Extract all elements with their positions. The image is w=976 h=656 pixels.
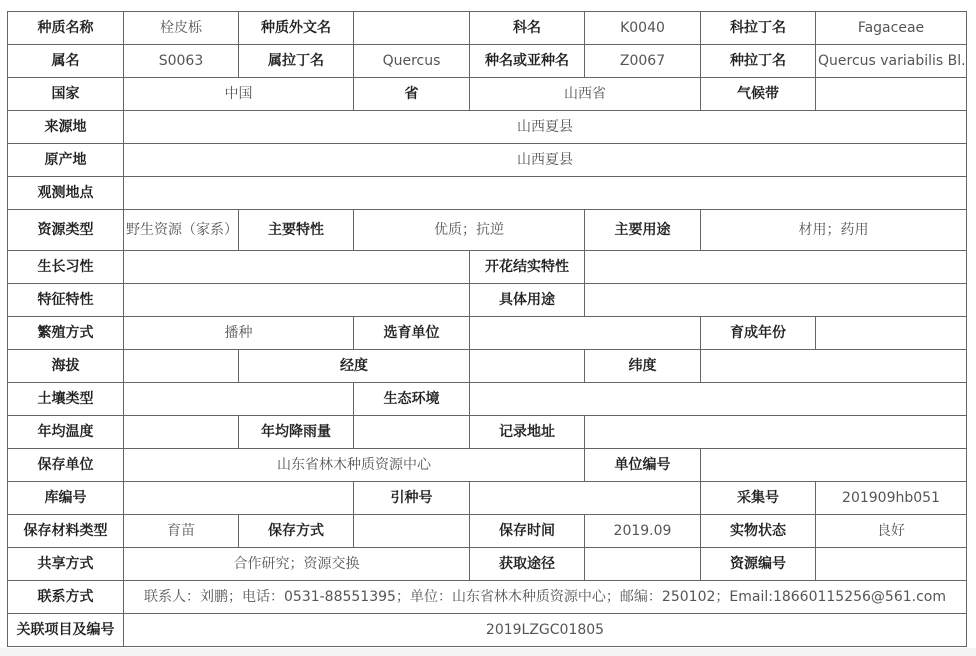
field-label: 采集号 xyxy=(701,482,816,515)
field-value xyxy=(354,416,470,449)
field-value xyxy=(585,251,967,284)
field-label: 种质名称 xyxy=(8,12,124,45)
field-value: K0040 xyxy=(585,12,701,45)
field-value xyxy=(470,482,701,515)
table-row xyxy=(8,12,967,45)
field-label: 属拉丁名 xyxy=(239,45,354,78)
table-row xyxy=(8,614,967,647)
field-value xyxy=(701,449,967,482)
field-value xyxy=(585,284,967,317)
table-row xyxy=(8,416,967,449)
field-label: 主要特性 xyxy=(239,210,354,251)
field-value: 山西省 xyxy=(470,78,701,111)
field-value: Quercus variabilis Bl. xyxy=(816,45,967,78)
field-label: 关联项目及编号 xyxy=(8,614,124,647)
table-row xyxy=(8,177,967,210)
field-value xyxy=(816,548,967,581)
field-label: 生长习性 xyxy=(8,251,124,284)
field-value: 联系人：刘鹏；电话：0531-88551395；单位：山东省林木种质资源中心；邮编：250102；Email:18660115256@561.com xyxy=(124,581,967,614)
table-row xyxy=(8,210,967,251)
field-value: Z0067 xyxy=(585,45,701,78)
field-value: Quercus xyxy=(354,45,470,78)
bottom-strip xyxy=(0,648,976,656)
field-label: 实物状态 xyxy=(701,515,816,548)
field-value xyxy=(354,515,470,548)
table-row xyxy=(8,449,967,482)
field-label: 海拔 xyxy=(8,350,124,383)
field-value xyxy=(470,317,701,350)
field-label: 来源地 xyxy=(8,111,124,144)
field-value xyxy=(354,12,470,45)
field-label: 科拉丁名 xyxy=(701,12,816,45)
table-row xyxy=(8,581,967,614)
field-label: 科名 xyxy=(470,12,585,45)
field-label: 引种号 xyxy=(354,482,470,515)
field-label: 保存材料类型 xyxy=(8,515,124,548)
field-value xyxy=(124,416,239,449)
field-value: 优质；抗逆 xyxy=(354,210,585,251)
field-value: 2019.09 xyxy=(585,515,701,548)
field-label: 保存方式 xyxy=(239,515,354,548)
field-value: 201909hb051 xyxy=(816,482,967,515)
table-row xyxy=(8,383,967,416)
field-value: 野生资源（家系） xyxy=(124,210,239,251)
field-value: 合作研究；资源交换 xyxy=(124,548,470,581)
field-label: 属名 xyxy=(8,45,124,78)
germplasm-info-table xyxy=(7,11,967,647)
field-label: 种拉丁名 xyxy=(701,45,816,78)
field-label: 共享方式 xyxy=(8,548,124,581)
field-label: 资源编号 xyxy=(701,548,816,581)
field-label: 经度 xyxy=(239,350,470,383)
table-row xyxy=(8,78,967,111)
table-row xyxy=(8,45,967,78)
field-label: 土壤类型 xyxy=(8,383,124,416)
field-value xyxy=(124,284,470,317)
field-label: 年均温度 xyxy=(8,416,124,449)
field-value xyxy=(124,251,470,284)
table-row xyxy=(8,515,967,548)
field-value xyxy=(124,350,239,383)
field-label: 记录地址 xyxy=(470,416,585,449)
field-value xyxy=(816,78,967,111)
field-label: 生态环境 xyxy=(354,383,470,416)
table-row xyxy=(8,284,967,317)
field-label: 原产地 xyxy=(8,144,124,177)
field-label: 种名或亚种名 xyxy=(470,45,585,78)
field-value xyxy=(701,350,967,383)
field-value: 山西夏县 xyxy=(124,111,967,144)
table-row xyxy=(8,317,967,350)
field-label: 开花结实特性 xyxy=(470,251,585,284)
field-label: 主要用途 xyxy=(585,210,701,251)
field-label: 具体用途 xyxy=(470,284,585,317)
field-value: 山东省林木种质资源中心 xyxy=(124,449,585,482)
field-label: 保存单位 xyxy=(8,449,124,482)
table-row xyxy=(8,144,967,177)
field-label: 省 xyxy=(354,78,470,111)
field-label: 年均降雨量 xyxy=(239,416,354,449)
field-label: 获取途径 xyxy=(470,548,585,581)
field-value: 栓皮栎 xyxy=(124,12,239,45)
field-label: 联系方式 xyxy=(8,581,124,614)
field-value: 中国 xyxy=(124,78,354,111)
table-row xyxy=(8,548,967,581)
table-row xyxy=(8,482,967,515)
field-value xyxy=(124,177,967,210)
field-label: 繁殖方式 xyxy=(8,317,124,350)
field-label: 资源类型 xyxy=(8,210,124,251)
table-row xyxy=(8,111,967,144)
field-label: 国家 xyxy=(8,78,124,111)
field-value xyxy=(470,350,585,383)
field-value: S0063 xyxy=(124,45,239,78)
field-value: 2019LZGC01805 xyxy=(124,614,967,647)
field-label: 特征特性 xyxy=(8,284,124,317)
field-value xyxy=(124,383,354,416)
field-value: Fagaceae xyxy=(816,12,967,45)
field-value xyxy=(470,383,967,416)
field-value: 育苗 xyxy=(124,515,239,548)
table-row xyxy=(8,251,967,284)
field-label: 保存时间 xyxy=(470,515,585,548)
field-value xyxy=(585,548,701,581)
field-value xyxy=(124,482,354,515)
field-label: 育成年份 xyxy=(701,317,816,350)
field-label: 单位编号 xyxy=(585,449,701,482)
field-label: 观测地点 xyxy=(8,177,124,210)
field-label: 库编号 xyxy=(8,482,124,515)
field-value: 播种 xyxy=(124,317,354,350)
field-label: 纬度 xyxy=(585,350,701,383)
field-value: 山西夏县 xyxy=(124,144,967,177)
field-label: 种质外文名 xyxy=(239,12,354,45)
field-value: 良好 xyxy=(816,515,967,548)
field-label: 气候带 xyxy=(701,78,816,111)
field-label: 选育单位 xyxy=(354,317,470,350)
field-value xyxy=(816,317,967,350)
field-value: 材用；药用 xyxy=(701,210,967,251)
field-value xyxy=(585,416,967,449)
table-row xyxy=(8,350,967,383)
